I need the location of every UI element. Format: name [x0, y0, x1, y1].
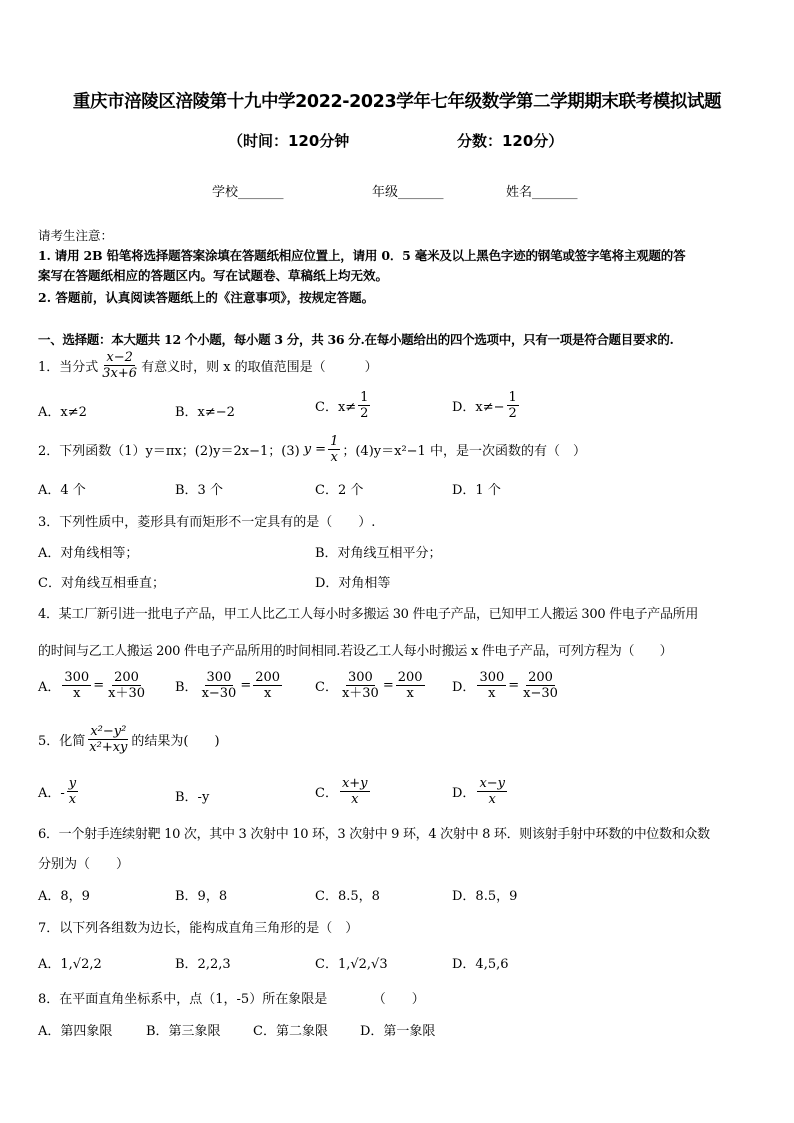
q6-option-d[interactable]: D．8.5，9 — [452, 889, 518, 904]
q2-option-a[interactable]: A．4 个 — [38, 483, 86, 498]
q5-option-c[interactable]: C． $\frac{x+y}{x}$ — [315, 776, 368, 807]
q8-option-a[interactable]: A．第四象限 — [38, 1024, 113, 1039]
exam-time: （时间：120分钟 — [228, 132, 350, 150]
question-7: 7．以下列各组数为边长，能构成直角三角形的是（ ） — [38, 921, 359, 936]
name-field: 姓名_______ — [506, 185, 578, 200]
exam-score: 分数：120分） — [457, 132, 564, 150]
q6-option-c[interactable]: C．8.5，8 — [315, 889, 380, 904]
q1-option-a[interactable]: A．x≠2 — [38, 405, 87, 420]
q3-option-a[interactable]: A．对角线相等； — [38, 546, 139, 561]
q7-option-a[interactable]: A．1,√2,2 — [38, 957, 102, 972]
q1-fraction: $\frac{x-2}{3x+6}$ — [102, 350, 138, 381]
q1-option-b[interactable]: B．x≠−2 — [175, 405, 235, 420]
q6-option-b[interactable]: B．9，8 — [175, 889, 228, 904]
q7-option-b[interactable]: B．2,2,3 — [175, 957, 231, 972]
exam-title: 重庆市涪陵区涪陵第十九中学2022-2023学年七年级数学第二学期期末联考模拟试题 — [72, 92, 722, 112]
question-6-line-2: 分别为（ ） — [38, 857, 130, 872]
q6-option-a[interactable]: A．8，9 — [38, 889, 90, 904]
q1-option-c[interactable]: C．x≠ $\frac{1}{2}$ — [315, 390, 369, 421]
notice-line-1b: 案写在答题纸相应的答题区内。写在试题卷、草稿纸上均无效。 — [38, 268, 389, 283]
q4-option-a[interactable]: A． $\frac{300}{x}$ = $\frac{200}{x+30}$ — [38, 670, 145, 701]
notice-heading: 请考生注意： — [38, 228, 114, 243]
q4-option-c[interactable]: C． $\frac{300}{x+30}$ = $\frac{200}{x}$ — [315, 670, 423, 701]
section-heading: 一、选择题：本大题共 12 个小题，每小题 3 分，共 36 分.在每小题给出的四个选项中，只有一项是符合题目要求的. — [38, 332, 674, 347]
q5-option-b[interactable]: B．-y — [175, 790, 210, 805]
q2-option-c[interactable]: C．2 个 — [315, 483, 364, 498]
question-3: 3．下列性质中，菱形具有而矩形不一定具有的是（ ）. — [38, 515, 376, 530]
q8-option-c[interactable]: C．第二象限 — [253, 1024, 328, 1039]
grade-field: 年级_______ — [372, 185, 444, 200]
q4-option-d[interactable]: D． $\frac{300}{x}$ = $\frac{200}{x-30}$ — [452, 670, 558, 701]
notice-line-2: 2. 答题前，认真阅读答题纸上的《注意事项》，按规定答题。 — [38, 290, 375, 305]
school-field: 学校_______ — [212, 185, 284, 200]
q5-option-d[interactable]: D． $\frac{x-y}{x}$ — [452, 776, 506, 807]
notice-line-1: 1. 请用 2B 铅笔将选择题答案涂填在答题纸相应位置上，请用 0．5 毫米及以上黑色字迹的钢笔或签字笔将主观题的答 — [38, 248, 686, 263]
question-2: 2．下列函数（1）y＝πx；(2)y＝2x−1；(3) y = $\frac{1}{x}$ ；(4)y＝x²−1 中，是一次函数的有（ ） — [38, 434, 586, 465]
question-8: 8．在平面直角坐标系中，点（1，-5）所在象限是 （ ） — [38, 992, 425, 1007]
q7-option-d[interactable]: D．4,5,6 — [452, 957, 509, 972]
question-5: 5．化简 $\frac{\text{x²−y²}}{\text{x²+xy}}$ 的结果为( ) — [38, 724, 220, 755]
question-4-line-2: 的时间与乙工人搬运 200 件电子产品所用的时间相同.若设乙工人每小时搬运 x 件电子产品，可列方程为（ ） — [38, 644, 673, 659]
q3-option-c[interactable]: C．对角线互相垂直； — [38, 576, 165, 591]
question-6-line-1: 6．一个射手连续射靶 10 次，其中 3 次射中 10 环，3 次射中 9 环，4 次射中 8 环．则该射手射中环数的中位数和众数 — [38, 827, 710, 842]
q3-option-d[interactable]: D．对角相等 — [315, 576, 391, 591]
q8-option-d[interactable]: D．第一象限 — [360, 1024, 436, 1039]
q4-option-b[interactable]: B． $\frac{300}{x-30}$ = $\frac{200}{x}$ — [175, 670, 281, 701]
q1-option-d[interactable]: D．x≠− $\frac{1}{2}$ — [452, 390, 517, 421]
question-4-line-1: 4．某工厂新引进一批电子产品，甲工人比乙工人每小时多搬运 30 件电子产品，已知甲工人搬运 300 件电子产品所用 — [38, 607, 699, 622]
question-1: 1．当分式 $\frac{x-2}{3x+6}$ 有意义时，则 x 的取值范围是（ ） — [38, 350, 378, 381]
q8-option-b[interactable]: B．第三象限 — [146, 1024, 221, 1039]
q5-option-a[interactable]: A．- $\frac{y}{x}$ — [38, 776, 77, 807]
q2-option-b[interactable]: B．3 个 — [175, 483, 223, 498]
q7-option-c[interactable]: C．1,√2,√3 — [315, 957, 388, 972]
q3-option-b[interactable]: B．对角线互相平分； — [315, 546, 442, 561]
q2-option-d[interactable]: D．1 个 — [452, 483, 501, 498]
